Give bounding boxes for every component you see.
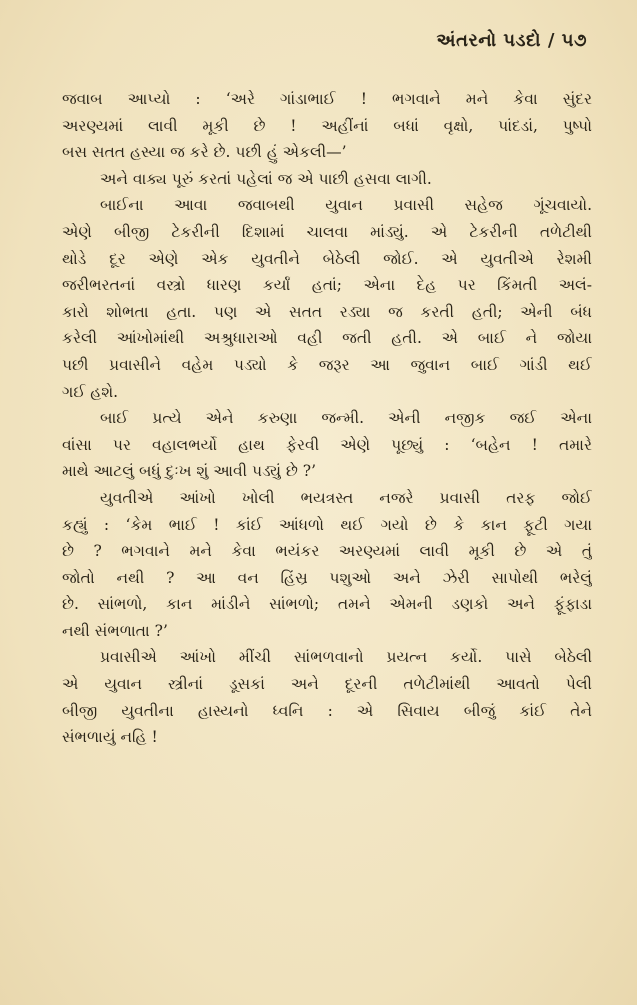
paragraph xyxy=(62,405,592,485)
text-line: પ્રવાસીએ આંખો મીંચી સાંભળવાનો પ્રયત્ન કર્યો. પાસે બેઠેલી xyxy=(100,648,592,667)
text-line: એ યુવાન સ્ત્રીનાં ડૂસકાં અને દૂરની તળેટીમાંથી આવતો પેલી xyxy=(62,675,592,694)
text-line: જોતો નથી ? આ વન હિંસ્ર પશુઓ અને ઝેરી સાપોથી ભરેલું xyxy=(62,568,592,587)
text-line: છે. સાંભળો, કાન માંડીને સાંભળો; તમને એમની ડણકો અને ફૂંફાડા xyxy=(62,595,592,614)
text-line: પછી પ્રવાસીને વહેમ પડ્યો કે જરૂર આ જુવાન બાઈ ગાંડી થઈ xyxy=(62,355,592,374)
text-line: યુવતીએ આંખો ખોલી ભયત્રસ્ત નજરે પ્રવાસી તરફ જોઈ xyxy=(100,488,592,507)
text-line: કહ્યું : ‘કેમ ભાઈ ! કાંઈ આંધળો થઈ ગયો છે કે કાન ફૂટી ગયા xyxy=(62,515,592,534)
text-line: બીજી યુવતીના હાસ્યનો ધ્વનિ : એ સિવાય બીજું કાંઈ તેને xyxy=(62,701,592,720)
text-line: બાઈના આવા જવાબથી યુવાન પ્રવાસી સહેજ ગૂંચવાયો. xyxy=(100,196,592,215)
text-line: વાંસા પર વહાલભર્યો હાથ ફેરવી એણે પૂછ્યું : ‘બહેન ! તમારે xyxy=(62,435,592,454)
text-line: એણે બીજી ટેકરીની દિશામાં ચાલવા માંડ્યું. એ ટેકરીની તળેટીથી xyxy=(62,222,592,241)
text-line: થોડે દૂર એણે એક યુવતીને બેઠેલી જોઈ. એ યુવતીએ રેશમી xyxy=(62,249,592,268)
text-line: ગઈ હશે. xyxy=(62,382,119,401)
text-line: કરેલી આંખોમાંથી અશ્રુધારાઓ વહી જતી હતી. એ બાઈ ને જોયા xyxy=(62,329,592,348)
text-line: જરીભરતનાં વસ્ત્રો ધારણ કર્યાં હતાં; એના દેહ પર કિંમતી અલં- xyxy=(62,276,592,295)
text-line: નથી સંભળાતા ?’ xyxy=(62,621,168,640)
paragraph xyxy=(62,485,592,645)
body-text xyxy=(62,86,592,751)
text-line: બસ સતત હસ્યા જ કરે છે. પછી હું એકલી—’ xyxy=(62,143,347,162)
paragraph xyxy=(62,192,592,405)
text-line: છે ? ભગવાને મને કેવા ભયંકર અરણ્યમાં લાવી મૂકી છે એ તું xyxy=(62,542,592,561)
paragraph xyxy=(62,86,592,166)
text-line: અને વાક્ય પૂરું કરતાં પહેલાં જ એ પાછી હસવા લાગી. xyxy=(100,169,432,188)
text-line: માથે આટલું બધું દુઃખ શું આવી પડ્યું છે ?’ xyxy=(62,462,317,481)
text-line: સંભળાયું નહિ ! xyxy=(62,728,158,747)
text-line: બાઈ પ્રત્યે એને કરુણા જન્મી. એની નજીક જઈ એના xyxy=(100,409,592,428)
running-header: અંતરનો પડદો / ૫૭ xyxy=(436,30,587,51)
text-line: કારો શોભતા હતા. પણ એ સતત રડ્યા જ કરતી હતી; એની બંધ xyxy=(62,302,592,321)
text-line: જવાબ આપ્યો : ‘અરે ગાંડાભાઈ ! ભગવાને મને કેવા સુંદર xyxy=(62,90,592,108)
paragraph xyxy=(62,644,592,750)
text-line: અરણ્યમાં લાવી મૂકી છે ! અહીંનાં બધાં વૃક્ષો, પાંદડાં, પુષ્પો xyxy=(62,116,592,135)
paragraph xyxy=(62,166,592,193)
